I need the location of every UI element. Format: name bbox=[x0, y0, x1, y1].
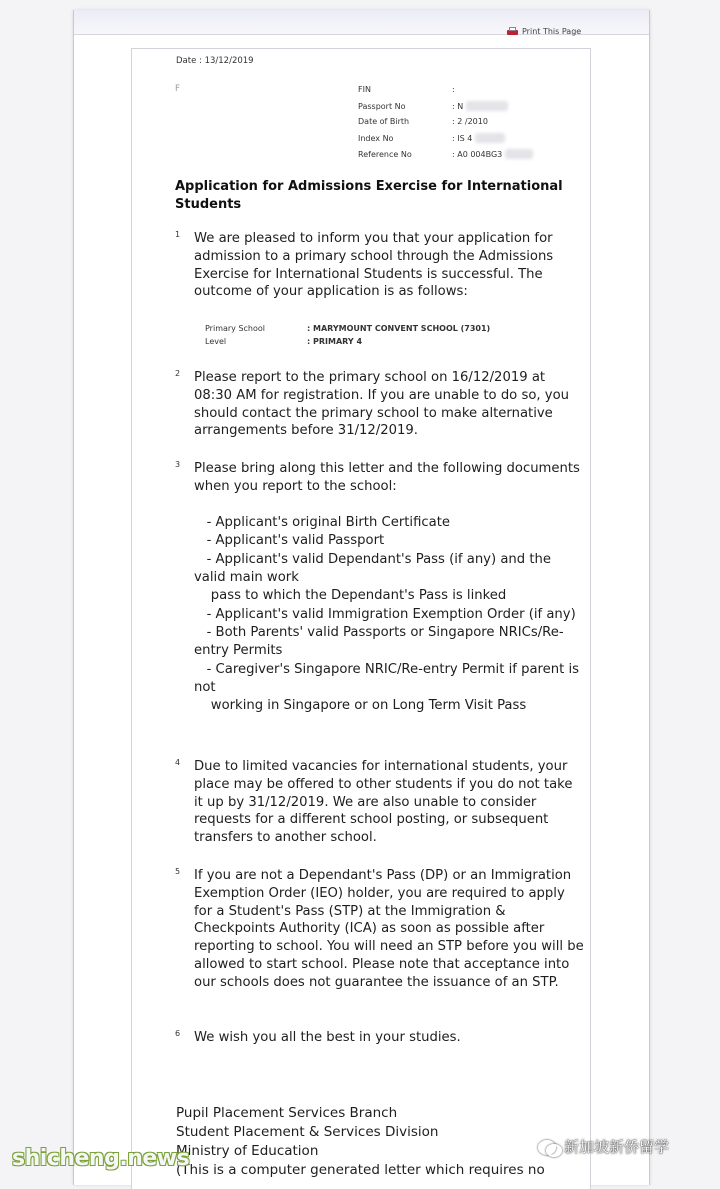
document-item: - Applicant's valid Immigration Exemption Order (if any) bbox=[194, 606, 576, 622]
signature-line: Ministry of Education bbox=[176, 1143, 319, 1159]
fin-label: FIN bbox=[358, 85, 371, 94]
level-value: : PRIMARY 4 bbox=[307, 337, 363, 346]
paragraph-6 bbox=[175, 1029, 585, 1047]
paragraph-3 bbox=[175, 460, 585, 714]
paragraph-text: Due to limited vacancies for international students, your place may be offered to other students if you do not take it up by 31/12/2019. We are also unable to consider requests for a different school posting, or subsequent transfers to another school. bbox=[194, 759, 573, 846]
school-label: Primary School bbox=[205, 324, 266, 333]
reference-value: : A0 004BG3 bbox=[452, 149, 503, 159]
level-label: Level bbox=[205, 337, 227, 346]
wechat-icon bbox=[538, 1138, 560, 1156]
index-row bbox=[358, 133, 505, 145]
reference-label: Reference No bbox=[358, 149, 412, 159]
print-this-page-link[interactable] bbox=[507, 27, 581, 36]
paragraph-2 bbox=[175, 369, 585, 440]
index-label: Index No bbox=[358, 133, 394, 143]
index-value: : IS 4 bbox=[452, 133, 473, 143]
paragraph-number: 1 bbox=[175, 230, 181, 239]
redaction-blur bbox=[475, 133, 505, 143]
document-item: - Applicant's original Birth Certificate bbox=[194, 514, 451, 530]
school-value: : MARYMOUNT CONVENT SCHOOL (7301) bbox=[307, 324, 491, 333]
passport-value: : N bbox=[452, 101, 464, 111]
fin-value: : bbox=[452, 85, 455, 94]
paragraph-text: Please report to the primary school on 16/12/2019 at 08:30 AM for registration. If you are unable to do so, you should contact the primary school to make alternative arrangements before 31/12/2019. bbox=[194, 370, 569, 439]
passport-row bbox=[358, 101, 508, 113]
signature-line: Pupil Placement Services Branch bbox=[176, 1105, 398, 1121]
fin-row bbox=[358, 85, 455, 97]
paragraph-1 bbox=[175, 230, 585, 301]
signature-block bbox=[176, 1104, 545, 1180]
paragraph-text: We are pleased to inform you that your application for admission to a primary school through the Admissions Exercise for International Students is successful. The outcome of your application is as follows: bbox=[194, 231, 554, 300]
watermark-xinqiao bbox=[538, 1136, 669, 1157]
document-item: - Caregiver's Singapore NRIC/Re-entry Permit if parent is not working in Singapore or on Long Term Visit Pass bbox=[194, 661, 580, 713]
paragraph-text: We wish you all the best in your studies. bbox=[194, 1030, 461, 1045]
signature-line: (This is a computer generated letter which requires no bbox=[176, 1162, 545, 1178]
paragraph-number: 2 bbox=[175, 369, 181, 378]
signature-line: Student Placement & Services Division bbox=[176, 1124, 439, 1140]
paragraph-5 bbox=[175, 867, 585, 992]
letter-title: Application for Admissions Exercise for International Students bbox=[175, 179, 563, 212]
redaction-blur bbox=[505, 149, 533, 159]
admission-result bbox=[205, 322, 490, 348]
redaction-blur bbox=[466, 101, 508, 111]
print-label: Print This Page bbox=[522, 27, 582, 36]
document-item: - Applicant's valid Passport bbox=[194, 533, 385, 549]
dob-row bbox=[358, 117, 488, 129]
letter-date: Date : 13/12/2019 bbox=[176, 56, 254, 66]
paragraph-number: 4 bbox=[175, 758, 181, 767]
watermark-xinqiao-text: 新加坡新侨留学 bbox=[564, 1138, 670, 1156]
paragraph-text: Please bring along this letter and the following documents when you report to the school: bbox=[194, 461, 580, 494]
reference-row bbox=[358, 149, 533, 161]
passport-label: Passport No bbox=[358, 101, 406, 111]
dob-label: Date of Birth bbox=[358, 117, 410, 126]
stray-mark: F bbox=[175, 84, 180, 94]
dob-value: : 2 /2010 bbox=[452, 117, 488, 126]
paragraph-number: 5 bbox=[175, 867, 181, 876]
watermark-shicheng: shicheng.news bbox=[12, 1146, 190, 1171]
paragraph-number: 6 bbox=[175, 1029, 181, 1038]
paragraph-text: If you are not a Dependant's Pass (DP) or an Immigration Exemption Order (IEO) holder, you are required to apply for a Student's Pass (STP) at the Immigration & Checkpoints Authority (ICA) as soon as possible after reporting to school. You will need an STP before you will be allowed to start school. Please note that acceptance into our schools does not guarantee the issuance of an STP. bbox=[194, 868, 584, 990]
paragraph-4 bbox=[175, 758, 585, 847]
document-item: - Applicant's valid Dependant's Pass (if any) and the valid main work pass to which the Dependant's Pass is linked bbox=[194, 552, 551, 603]
document-item: - Both Parents' valid Passports or Singapore NRICs/Re-entry Permits bbox=[194, 625, 564, 659]
printer-icon bbox=[507, 27, 518, 36]
paragraph-number: 3 bbox=[175, 460, 181, 469]
